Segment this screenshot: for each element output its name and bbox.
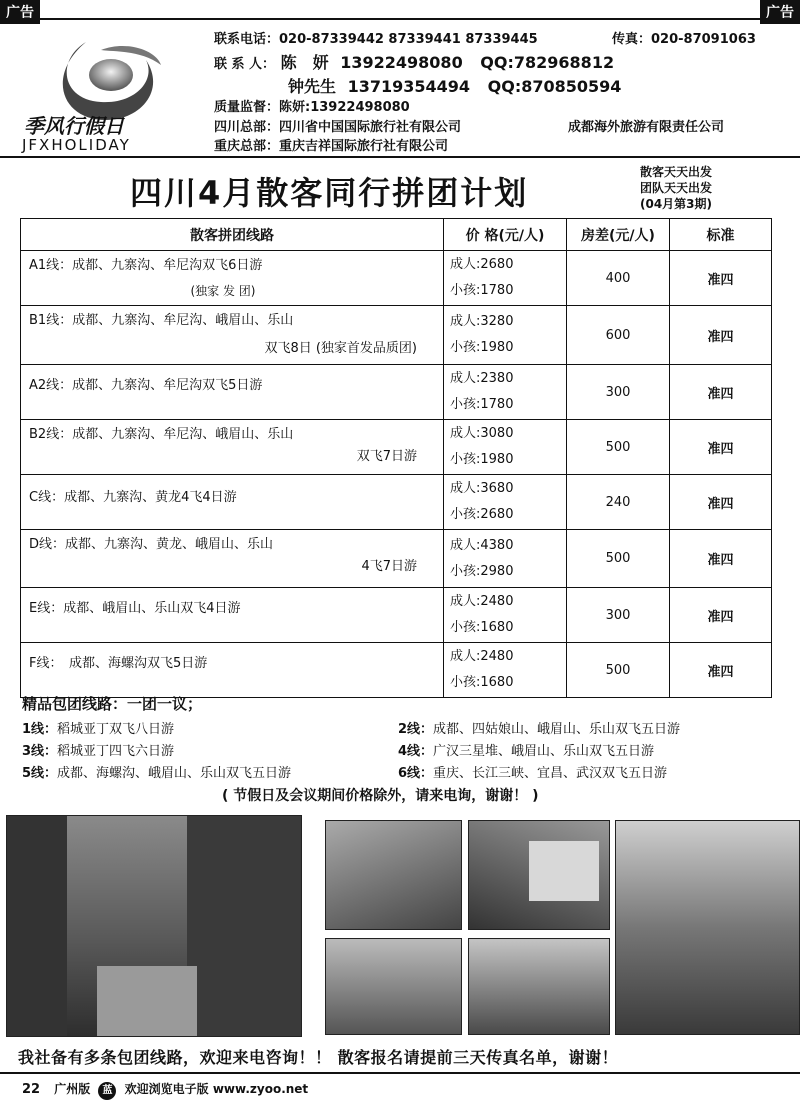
route-cell (21, 530, 444, 588)
standard-cell: 准四 (670, 365, 772, 420)
chongqing-hq-line (214, 135, 448, 154)
adult-price: 成人:2480 (450, 649, 514, 664)
table-row (21, 306, 772, 365)
route-line1: B2线：成都、九寨沟、牟尼沟、峨眉山、乐山 (29, 427, 294, 442)
route-line1: E线：成都、峨眉山、乐山双飞4日游 (29, 601, 241, 616)
child-price: 小孩:1980 (450, 340, 514, 355)
standard-cell: 准四 (670, 306, 772, 365)
price-cell (444, 530, 567, 588)
adult-price: 成人:4380 (450, 537, 514, 553)
price-cell (444, 420, 567, 475)
logo (16, 20, 206, 154)
sichuan-hq-line (214, 116, 461, 135)
col-route: 散客拼团线路 (21, 219, 444, 251)
package-item-5 (22, 762, 291, 781)
child-price: 小孩:2980 (450, 563, 514, 579)
child-price: 小孩:1680 (450, 620, 514, 635)
route-line1: D线：成都、九寨沟、黄龙、峨眉山、乐山 (29, 537, 274, 552)
route-line2: 双飞7日游 (356, 449, 417, 464)
phone-label: 联系电话： (214, 32, 280, 47)
sichuan-hq-value: 四川省中国国际旅行社有限公司 (279, 120, 462, 135)
table-row (21, 588, 772, 643)
adult-price: 成人:3080 (450, 426, 514, 441)
route-line2: (独家 发 团) (190, 284, 256, 298)
photo-shade (187, 816, 302, 1037)
child-price: 小孩:1780 (450, 283, 514, 298)
room-diff-cell: 600 (567, 306, 670, 365)
photo-shade (7, 816, 67, 1037)
standard-cell: 准四 (670, 530, 772, 588)
fax-number: 020-87091063 (651, 32, 756, 47)
phone-numbers: 020-87339442 87339441 87339445 (279, 32, 538, 47)
fax-label: 传真： (612, 32, 652, 47)
person2-name: 钟先生 (288, 77, 337, 96)
package-num: 4线： (398, 744, 434, 759)
room-diff-cell: 500 (567, 643, 670, 698)
side-note-3: (04月第3期) (640, 197, 713, 211)
route-cell (21, 475, 444, 530)
package-text: 稻城亚丁四飞六日游 (57, 744, 175, 759)
package-text: 重庆、长江三峡、宜昌、武汉双飞五日游 (433, 766, 668, 781)
page-number: 22 (22, 1082, 41, 1097)
person1-name: 陈 妍 (280, 53, 329, 72)
contact-fax-line (612, 28, 756, 47)
page-title: 四川4月散客同行拼团计划 (130, 174, 529, 212)
sichuan-hq-label: 四川总部： (214, 120, 280, 135)
photo-tree-courtyard (615, 820, 800, 1035)
price-cell (444, 306, 567, 365)
route-cell (21, 643, 444, 698)
chengdu-company: 成都海外旅游有限责任公司 (568, 120, 725, 135)
room-diff-cell: 240 (567, 475, 670, 530)
room-diff-cell: 500 (567, 420, 670, 475)
adult-price: 成人:2480 (450, 594, 514, 609)
edition-label: 广州版 (54, 1082, 91, 1096)
standard-cell: 准四 (670, 251, 772, 306)
route-cell (21, 306, 444, 365)
package-text: 成都、海螺沟、峨眉山、乐山双飞五日游 (57, 766, 292, 781)
person-label: 联 系 人： (214, 57, 276, 72)
package-num: 5线： (22, 766, 58, 781)
footer-site-text: 欢迎浏览电子版 www.zyoo.net (124, 1082, 309, 1096)
photo-wall-poster (468, 820, 610, 930)
price-cell (444, 643, 567, 698)
route-line1: C线：成都、九寨沟、黄龙4飞4日游 (29, 490, 237, 505)
logo-en-text: JFXHOLIDAY (22, 136, 131, 154)
table-row (21, 251, 772, 306)
package-num: 6线： (398, 766, 434, 781)
package-item-3 (22, 740, 174, 759)
package-item-4 (398, 740, 654, 759)
package-text: 广汉三星堆、峨眉山、乐山双飞五日游 (433, 744, 655, 759)
quality-label: 质量监督： (214, 100, 280, 115)
contact-phone-line (214, 28, 538, 47)
table-row (21, 475, 772, 530)
chongqing-hq-label: 重庆总部： (214, 139, 280, 154)
package-text: 稻城亚丁双飞八日游 (57, 722, 175, 737)
footer-slogan: 我社备有多条包团线路，欢迎来电咨询！！ 散客报名请提前三天传真名单，谢谢！ (18, 1048, 619, 1067)
edition-badge-icon: 蓝 (98, 1082, 116, 1100)
standard-cell: 准四 (670, 588, 772, 643)
standard-cell: 准四 (670, 420, 772, 475)
photo-teahouse-chairs (325, 820, 462, 930)
col-room-diff: 房差(元/人) (567, 219, 670, 251)
logo-cn-text: 季风行假日 (24, 114, 124, 138)
photo-carved-gate-1 (325, 938, 462, 1035)
route-line2: 双飞8日 (独家首发品质团) (264, 341, 417, 356)
route-line1: A1线：成都、九寨沟、牟尼沟双飞6日游 (29, 258, 263, 273)
route-cell (21, 588, 444, 643)
photo-poster (529, 841, 599, 901)
route-line1: F线： 成都、海螺沟双飞5日游 (29, 656, 208, 671)
col-standard: 标准 (670, 219, 772, 251)
package-num: 3线： (22, 744, 58, 759)
side-note-1: 散客天天出发 (640, 165, 713, 179)
person1-phone: 13922498080 (340, 53, 463, 72)
contact-person2-line (288, 74, 621, 97)
adult-price: 成人:3280 (450, 314, 514, 329)
package-item-2 (398, 718, 680, 737)
route-line1: A2线：成都、九寨沟、牟尼沟双飞5日游 (29, 378, 263, 393)
page-footer (22, 1080, 308, 1100)
contact-person1-line (214, 50, 614, 73)
adult-price: 成人:3680 (450, 481, 514, 496)
ad-label-left: 广告 (0, 0, 40, 24)
room-diff-cell: 300 (567, 365, 670, 420)
package-num: 1线： (22, 722, 58, 737)
package-text: 成都、四姑娘山、峨眉山、乐山双飞五日游 (433, 722, 681, 737)
photo-street (97, 966, 197, 1037)
price-note: ( 节假日及会议期间价格除外，请来电询，谢谢！ ) (222, 788, 539, 804)
price-cell (444, 251, 567, 306)
route-cell (21, 365, 444, 420)
child-price: 小孩:2680 (450, 507, 514, 522)
room-diff-cell: 300 (567, 588, 670, 643)
standard-cell: 准四 (670, 643, 772, 698)
col-price: 价 格(元/人) (444, 219, 567, 251)
price-cell (444, 588, 567, 643)
table-row (21, 365, 772, 420)
chongqing-hq-value: 重庆吉祥国际旅行社有限公司 (279, 139, 449, 154)
quality-line (214, 96, 410, 115)
side-note-2: 团队天天出发 (640, 181, 713, 195)
route-line2: 4飞7日游 (361, 559, 417, 574)
routes-table (20, 218, 772, 698)
adult-price: 成人:2680 (450, 257, 514, 272)
table-row (21, 420, 772, 475)
child-price: 小孩:1680 (450, 675, 514, 690)
person2-phone: 13719354494 (347, 77, 471, 96)
person1-qq: QQ:782968812 (480, 53, 615, 72)
room-diff-cell: 500 (567, 530, 670, 588)
quality-value: 陈妍:13922498080 (279, 100, 410, 115)
table-row (21, 643, 772, 698)
table-header-row (21, 219, 772, 251)
price-cell (444, 475, 567, 530)
child-price: 小孩:1780 (450, 397, 514, 412)
package-item-1 (22, 718, 174, 737)
adult-price: 成人:2380 (450, 371, 514, 386)
package-item-6 (398, 762, 667, 781)
route-line1: B1线：成都、九寨沟、牟尼沟、峨眉山、乐山 (29, 313, 294, 328)
room-diff-cell: 400 (567, 251, 670, 306)
route-cell (21, 420, 444, 475)
package-num: 2线： (398, 722, 434, 737)
person2-qq: QQ:870850594 (487, 77, 622, 96)
child-price: 小孩:1980 (450, 452, 514, 467)
photo-carved-gate-2 (468, 938, 610, 1035)
route-cell (21, 251, 444, 306)
price-cell (444, 365, 567, 420)
photo-ancient-street (6, 815, 302, 1037)
table-row (21, 530, 772, 588)
package-title: 精品包团线路：一团一议； (22, 695, 203, 713)
standard-cell: 准四 (670, 475, 772, 530)
ad-label-right: 广告 (760, 0, 800, 24)
